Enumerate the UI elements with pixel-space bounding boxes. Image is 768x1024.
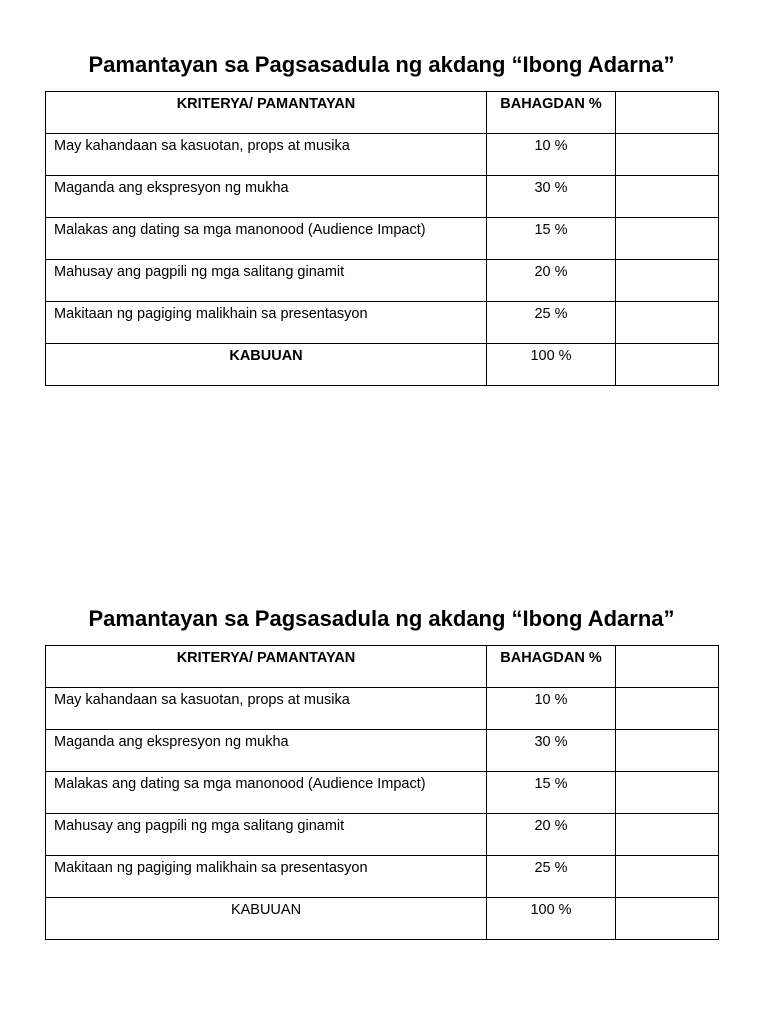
table-row [46, 772, 719, 814]
total-score-cell [616, 898, 719, 940]
score-cell [616, 260, 719, 302]
table-row [46, 856, 719, 898]
criterion-cell: Makitaan ng pagiging malikhain sa presentasyon [46, 302, 487, 344]
table-row [46, 730, 719, 772]
table-row [46, 688, 719, 730]
score-cell [616, 176, 719, 218]
header-criteria: KRITERYA/ PAMANTAYAN [46, 92, 487, 134]
table-row [46, 176, 719, 218]
rubric-title: Pamantayan sa Pagsasadula ng akdang “Ibong Adarna” [88, 606, 675, 631]
percent-cell: 20 % [487, 814, 616, 856]
score-cell [616, 814, 719, 856]
percent-cell: 30 % [487, 730, 616, 772]
percent-cell: 10 % [487, 134, 616, 176]
criterion-cell: May kahandaan sa kasuotan, props at musika [46, 134, 487, 176]
header-score-cell [616, 92, 719, 134]
percent-cell: 10 % [487, 688, 616, 730]
score-cell [616, 134, 719, 176]
score-cell [616, 218, 719, 260]
score-cell [616, 856, 719, 898]
score-cell [616, 730, 719, 772]
total-percent: 100 % [487, 898, 616, 940]
table-header-row [46, 92, 719, 134]
criterion-cell: Maganda ang ekspresyon ng mukha [46, 730, 487, 772]
total-row [46, 344, 719, 386]
total-row [46, 898, 719, 940]
criterion-cell: Maganda ang ekspresyon ng mukha [46, 176, 487, 218]
percent-cell: 20 % [487, 260, 616, 302]
criterion-cell: Makitaan ng pagiging malikhain sa presentasyon [46, 856, 487, 898]
header-percent: BAHAGDAN % [487, 646, 616, 688]
total-percent: 100 % [487, 344, 616, 386]
percent-cell: 15 % [487, 218, 616, 260]
table-row [46, 260, 719, 302]
total-label: KABUUAN [46, 898, 487, 940]
score-cell [616, 772, 719, 814]
criterion-cell: Malakas ang dating sa mga manonood (Audience Impact) [46, 218, 487, 260]
percent-cell: 25 % [487, 302, 616, 344]
rubric-table [45, 91, 719, 386]
criterion-cell: Mahusay ang pagpili ng mga salitang ginamit [46, 814, 487, 856]
score-cell [616, 688, 719, 730]
criterion-cell: May kahandaan sa kasuotan, props at musika [46, 688, 487, 730]
percent-cell: 30 % [487, 176, 616, 218]
table-row [46, 134, 719, 176]
criterion-cell: Malakas ang dating sa mga manonood (Audience Impact) [46, 772, 487, 814]
rubric-title: Pamantayan sa Pagsasadula ng akdang “Ibong Adarna” [88, 52, 675, 77]
header-percent: BAHAGDAN % [487, 92, 616, 134]
header-score-cell [616, 646, 719, 688]
table-row [46, 814, 719, 856]
percent-cell: 15 % [487, 772, 616, 814]
total-score-cell [616, 344, 719, 386]
table-row [46, 302, 719, 344]
header-criteria: KRITERYA/ PAMANTAYAN [46, 646, 487, 688]
total-label: KABUUAN [46, 344, 487, 386]
table-row [46, 218, 719, 260]
percent-cell: 25 % [487, 856, 616, 898]
score-cell [616, 302, 719, 344]
rubric-table [45, 645, 719, 940]
rubric-1 [45, 50, 718, 386]
table-header-row [46, 646, 719, 688]
rubric-2 [45, 604, 718, 940]
criterion-cell: Mahusay ang pagpili ng mga salitang ginamit [46, 260, 487, 302]
